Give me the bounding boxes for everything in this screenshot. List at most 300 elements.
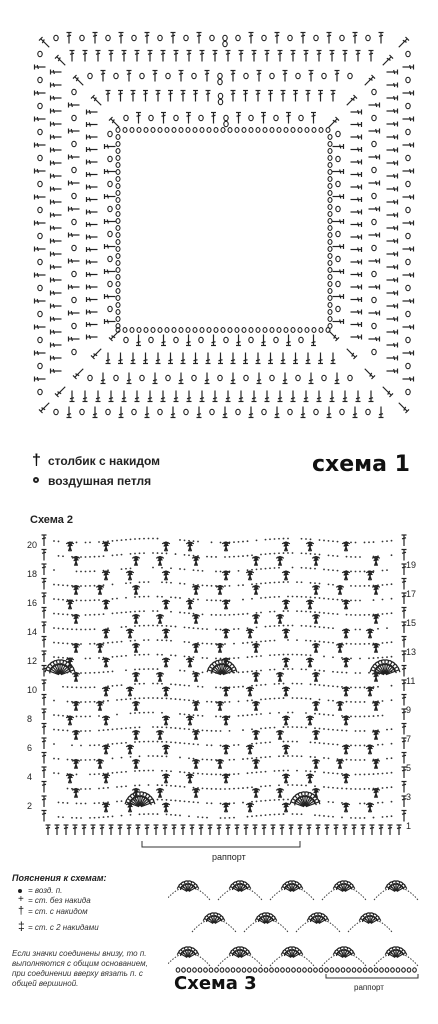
chain-stitch — [242, 328, 246, 333]
row-number: 1 — [406, 821, 412, 831]
chain-dot — [377, 686, 379, 688]
chain-dot — [382, 657, 384, 659]
double-crochet-stitch — [281, 353, 286, 364]
double-crochet-stitch — [343, 825, 348, 835]
chain-dot — [350, 657, 352, 659]
double-crochet-stitch — [208, 825, 213, 835]
explanations-note: Если значки соединены внизу, то п. выполняются с общим основанием, при соединении вверху вязать п. с общей вершиной. — [12, 949, 148, 988]
chain-dot — [310, 582, 312, 584]
row-number: 14 — [27, 627, 38, 637]
double-crochet-stitch — [256, 91, 261, 102]
chain-stitch — [314, 968, 318, 972]
chain-dot — [125, 597, 127, 599]
chain-dot — [157, 639, 159, 641]
chain-stitch-icon — [33, 477, 39, 483]
chain-dot — [215, 629, 217, 631]
chain-dot — [193, 540, 195, 542]
chain-stitch — [296, 375, 300, 380]
chain-dot — [121, 612, 123, 614]
chain-dot — [98, 715, 100, 717]
double-crochet-stitch — [403, 247, 414, 252]
double-crochet-stitch — [218, 353, 223, 364]
chain-dot — [220, 745, 222, 747]
chain-dot — [364, 643, 366, 645]
double-crochet-stitch — [351, 285, 362, 290]
chain-stitch — [106, 409, 110, 414]
chain-stitch — [210, 409, 214, 414]
chain-dot — [206, 657, 208, 659]
chain-dot — [134, 727, 136, 729]
chain-stitch — [312, 128, 316, 133]
chain-dot — [296, 813, 298, 815]
chain-dot — [292, 668, 294, 670]
chain-dot — [287, 639, 289, 641]
chain-dot — [193, 584, 195, 586]
chain-stitch — [369, 968, 373, 972]
chain-stitch — [38, 51, 42, 56]
chain-stitch — [328, 324, 332, 329]
chain-dot — [269, 596, 271, 598]
chain-dot — [67, 802, 69, 804]
chain-dot — [220, 658, 222, 660]
chain-stitch — [236, 409, 240, 414]
double-crochet-stitch — [69, 155, 80, 160]
double-crochet-stitch — [298, 825, 303, 835]
chain-dot — [116, 743, 118, 745]
double-crochet-stitch — [317, 51, 322, 62]
chain-dot — [184, 786, 186, 788]
chain-dot — [260, 684, 262, 686]
chain-stitch — [328, 191, 332, 196]
chain-stitch — [336, 968, 340, 972]
chain-stitch — [224, 121, 228, 126]
double-crochet-stitch — [190, 825, 195, 835]
chain-dot — [98, 802, 100, 804]
double-crochet-stitch — [370, 825, 375, 835]
double-crochet-stitch — [333, 244, 344, 249]
double-crochet-stitch — [243, 91, 248, 102]
chain-dot — [373, 541, 375, 543]
chain-dot — [314, 626, 316, 628]
chain-dot — [175, 814, 177, 816]
double-crochet-stitch — [252, 51, 257, 62]
chain-dot — [310, 698, 312, 700]
chain-dot — [202, 729, 204, 731]
double-crochet-stitch — [351, 222, 362, 227]
chain-dot — [215, 556, 217, 558]
chain-dot — [305, 625, 307, 627]
chain-dot — [148, 581, 150, 583]
chain-dot — [94, 759, 96, 761]
chain-dot — [94, 686, 96, 688]
chain-dot — [314, 742, 316, 744]
legend-label-chain: воздушная петля — [48, 474, 152, 488]
chain-stitch — [340, 409, 344, 414]
chain-dot — [242, 787, 244, 789]
chain-dot — [391, 554, 393, 556]
chain-dot — [355, 716, 357, 718]
chain-dot — [58, 584, 60, 586]
chain-dot — [278, 813, 280, 815]
double-crochet-stitch — [369, 155, 380, 160]
double-crochet-stitch — [87, 172, 98, 177]
chain-dot — [341, 788, 343, 790]
double-crochet-stitch — [363, 75, 375, 87]
double-crochet-stitch — [335, 373, 340, 384]
chain-dot — [139, 683, 141, 685]
scheme1-title: схема 1 — [312, 452, 410, 477]
chain-dot — [283, 755, 285, 757]
chain-dot — [256, 626, 258, 628]
chain-dot — [130, 611, 132, 613]
chain-dot — [202, 715, 204, 717]
chain-dot — [211, 541, 213, 543]
chain-dot — [143, 813, 145, 815]
double-crochet-stitch — [73, 367, 85, 379]
chain-dot — [287, 712, 289, 714]
chain-stitch — [328, 289, 332, 294]
chain-stitch — [372, 193, 376, 198]
chain-dot — [337, 729, 339, 731]
double-crochet-stitch — [351, 147, 362, 152]
double-crochet-stitch — [161, 113, 166, 124]
chain-dot — [220, 542, 222, 544]
chain-stitch — [72, 297, 76, 302]
chain-stitch — [221, 328, 225, 333]
chain-dot — [139, 726, 141, 728]
chain-dot — [233, 773, 235, 775]
double-crochet-stitch — [379, 407, 384, 418]
chain-dot — [211, 759, 213, 761]
row-number: 7 — [406, 734, 412, 744]
double-crochet-stitch — [131, 353, 136, 364]
row-number: 4 — [27, 772, 33, 782]
chain-dot — [310, 611, 312, 613]
chain-stitch — [270, 968, 274, 972]
chain-stitch — [413, 968, 417, 972]
chain-dot — [224, 701, 226, 703]
chain-dot — [121, 699, 123, 701]
chain-dot — [314, 611, 316, 613]
chain-dot — [278, 770, 280, 772]
chain-stitch — [38, 363, 42, 368]
chain-stitch — [218, 79, 222, 84]
chain-dot — [53, 613, 55, 615]
double-crochet-stitch — [397, 37, 409, 49]
chain-dot — [242, 599, 244, 601]
chain-stitch — [314, 409, 318, 414]
chain-dot — [103, 671, 105, 673]
chain-dot — [80, 629, 82, 631]
chain-dot — [121, 684, 123, 686]
double-crochet-stitch — [70, 51, 75, 62]
chain-stitch — [207, 128, 211, 133]
chain-dot — [274, 640, 276, 642]
chain-dot — [188, 656, 190, 658]
double-crochet-stitch — [69, 103, 80, 108]
chain-dot — [139, 581, 141, 583]
chain-dot — [143, 581, 145, 583]
chain-dot — [274, 814, 276, 816]
chain-dot — [125, 539, 127, 541]
chain-dot — [323, 728, 325, 730]
chain-stitch — [288, 35, 292, 40]
chain-dot — [296, 726, 298, 728]
chain-dot — [130, 814, 132, 816]
chain-dot — [323, 786, 325, 788]
chain-stitch — [328, 303, 332, 308]
double-crochet-stitch — [87, 285, 98, 290]
chain-dot — [332, 816, 334, 818]
chain-dot — [350, 556, 352, 558]
chain-stitch — [116, 303, 120, 308]
chain-dot — [355, 585, 357, 587]
chain-dot — [269, 625, 271, 627]
chain-dot — [89, 759, 91, 761]
chain-stitch — [88, 375, 92, 380]
chain-dot — [193, 787, 195, 789]
chain-dot — [247, 555, 249, 557]
double-crochet-stitch — [239, 391, 244, 402]
chain-dot — [107, 816, 109, 818]
chain-dot — [134, 625, 136, 627]
chain-dot — [193, 555, 195, 557]
explanations-panel — [12, 873, 162, 1003]
chain-stitch — [184, 409, 188, 414]
chain-dot — [206, 730, 208, 732]
chain-dot — [247, 627, 249, 629]
chain-dot — [184, 771, 186, 773]
chain-stitch — [116, 219, 120, 224]
double-crochet-stitch — [304, 391, 309, 402]
chain-dot — [139, 552, 141, 554]
chain-dot — [346, 788, 348, 790]
scheme3-repeat-label: раппорт — [354, 983, 384, 992]
double-crochet-stitch — [154, 825, 159, 835]
chain-dot — [89, 556, 91, 558]
chain-dot — [287, 668, 289, 670]
chain-dot — [283, 799, 285, 801]
chain-dot — [157, 538, 159, 540]
chain-dot — [98, 541, 100, 543]
chain-dot — [337, 599, 339, 601]
double-crochet-stitch — [293, 353, 298, 364]
chain-dot — [364, 730, 366, 732]
chain-dot — [274, 698, 276, 700]
chain-stitch — [158, 328, 162, 333]
row-number: 2 — [27, 801, 33, 811]
chain-dot — [58, 657, 60, 659]
chain-dot — [310, 756, 312, 758]
chain-dot — [130, 538, 132, 540]
double-crochet-stitch — [249, 33, 254, 44]
double-crochet-stitch — [369, 181, 380, 186]
double-crochet-stitch — [87, 272, 98, 277]
chain-dot — [305, 669, 307, 671]
double-crochet-stitch — [369, 337, 380, 342]
double-crochet-stitch — [343, 51, 348, 62]
chain-dot — [242, 671, 244, 673]
chain-dot — [53, 627, 55, 629]
double-crochet-stitch — [168, 353, 173, 364]
chain-stitch — [140, 375, 144, 380]
chain-dot — [121, 800, 123, 802]
double-crochet-stitch — [213, 391, 218, 402]
chain-dot — [134, 553, 136, 555]
chain-dot — [116, 699, 118, 701]
chain-stitch — [270, 328, 274, 333]
chain-dot — [134, 698, 136, 700]
chain-dot — [53, 700, 55, 702]
chain-dot — [233, 686, 235, 688]
chain-dot — [188, 554, 190, 556]
chain-dot — [265, 785, 267, 787]
double-crochet-stitch — [236, 335, 241, 346]
chain-dot — [89, 788, 91, 790]
chain-stitch — [328, 163, 332, 168]
chain-stitch — [108, 131, 112, 136]
chain-dot — [323, 641, 325, 643]
chain-stitch — [235, 328, 239, 333]
chain-stitch — [328, 268, 332, 273]
chain-dot — [94, 802, 96, 804]
chain-dot — [107, 787, 109, 789]
chain-dot — [170, 814, 172, 816]
chain-stitch — [340, 35, 344, 40]
chain-stitch — [407, 968, 411, 972]
chain-dot — [112, 772, 114, 774]
chain-dot — [161, 799, 163, 801]
chain-stitch — [380, 968, 384, 972]
double-crochet-stitch — [64, 825, 69, 835]
chain-dot — [355, 687, 357, 689]
chain-stitch — [244, 375, 248, 380]
chain-dot — [175, 727, 177, 729]
chain-dot — [359, 745, 361, 747]
chain-stitch — [80, 35, 84, 40]
chain-stitch — [38, 77, 42, 82]
chain-dot — [89, 570, 91, 572]
chain-dot — [260, 815, 262, 817]
double-crochet-stitch — [69, 311, 80, 316]
double-crochet-stitch — [193, 353, 198, 364]
chain-dot — [296, 581, 298, 583]
chain-dot — [233, 628, 235, 630]
chain-dot — [229, 701, 231, 703]
chain-dot — [161, 726, 163, 728]
chain-dot — [269, 712, 271, 714]
double-crochet-stitch — [87, 222, 98, 227]
double-crochet-stitch — [136, 335, 141, 346]
chain-stitch — [172, 128, 176, 133]
chain-dot — [143, 625, 145, 627]
chain-dot — [229, 556, 231, 558]
chain-dot — [193, 598, 195, 600]
chain-dot — [359, 730, 361, 732]
double-crochet-stitch — [87, 335, 98, 340]
chain-dot — [103, 584, 105, 586]
chain-stitch — [270, 128, 274, 133]
chain-dot — [292, 784, 294, 786]
chain-dot — [103, 816, 105, 818]
double-crochet-stitch — [127, 825, 132, 835]
chain-dot — [116, 554, 118, 556]
chain-stitch — [116, 163, 120, 168]
double-crochet-stitch — [278, 391, 283, 402]
double-crochet-stitch — [35, 221, 46, 226]
chain-dot — [301, 697, 303, 699]
chain-dot — [58, 613, 60, 615]
chain-stitch — [298, 128, 302, 133]
chain-stitch — [108, 256, 112, 261]
chain-dot — [89, 643, 91, 645]
chain-stitch — [270, 375, 274, 380]
double-crochet-stitch — [281, 91, 286, 102]
chain-stitch — [108, 206, 112, 211]
chain-dot — [274, 683, 276, 685]
chain-stitch — [223, 35, 227, 40]
chain-dot — [391, 612, 393, 614]
double-crochet-stitch — [105, 144, 116, 149]
chain-stitch — [72, 115, 76, 120]
double-crochet-stitch — [87, 310, 98, 315]
chain-stitch — [352, 968, 356, 972]
chain-dot — [121, 626, 123, 628]
chain-dot — [175, 626, 177, 628]
chain-dot — [125, 611, 127, 613]
explanations-title: Пояснения к схемам: — [12, 873, 107, 883]
chain-stitch — [38, 233, 42, 238]
chain-dot — [323, 743, 325, 745]
chain-dot — [85, 571, 87, 573]
chain-dot — [89, 701, 91, 703]
chain-stitch — [372, 89, 376, 94]
chain-dot — [112, 743, 114, 745]
chain-dot — [247, 714, 249, 716]
chain-dot — [350, 759, 352, 761]
chain-dot — [125, 742, 127, 744]
double-crochet-stitch — [387, 265, 398, 270]
chain-dot — [346, 614, 348, 616]
chain-dot — [332, 627, 334, 629]
chain-dot — [80, 672, 82, 674]
chain-dot — [170, 785, 172, 787]
chain-dot — [148, 668, 150, 670]
chain-stitch — [235, 128, 239, 133]
double-crochet-stitch — [35, 377, 46, 382]
chain-dot — [391, 801, 393, 803]
double-crochet-stitch — [143, 353, 148, 364]
double-crochet-stitch — [317, 391, 322, 402]
chain-dot — [337, 744, 339, 746]
chain-dot — [373, 817, 375, 819]
chain-dot — [161, 784, 163, 786]
chain-dot — [386, 642, 388, 644]
chain-dot — [260, 597, 262, 599]
chain-dot — [94, 570, 96, 572]
chain-dot — [143, 683, 145, 685]
chain-dot — [121, 815, 123, 817]
chain-dot — [341, 599, 343, 601]
double-crochet-stitch — [351, 235, 362, 240]
chain-dot — [314, 553, 316, 555]
chain-dot — [53, 743, 55, 745]
chain-dot — [80, 788, 82, 790]
chain-stitch — [366, 35, 370, 40]
chain-dot — [161, 741, 163, 743]
chain-dot — [193, 627, 195, 629]
row-number: 20 — [27, 540, 38, 550]
